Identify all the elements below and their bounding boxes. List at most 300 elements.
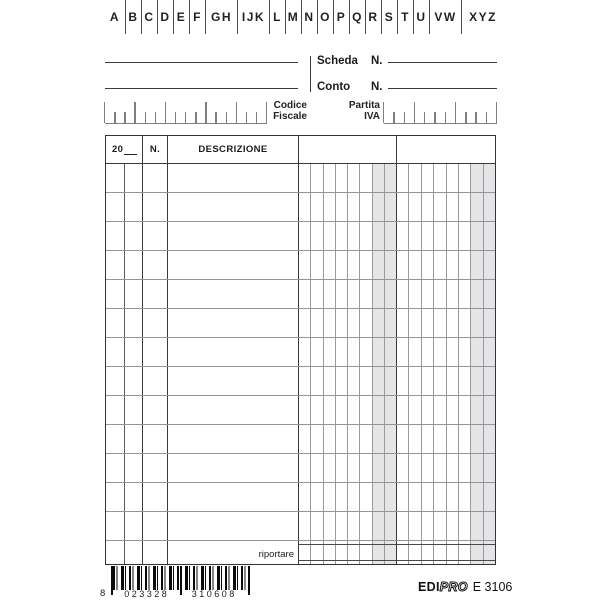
amount-subcell: [397, 193, 408, 221]
amount-subcell: [397, 222, 408, 250]
conto-n-label: N.: [371, 81, 383, 93]
codice-fiscale-label: [240, 100, 307, 122]
comb-tick: [215, 112, 216, 123]
amount-subcell: [299, 512, 310, 540]
amount-subcell: [310, 251, 322, 279]
amount-subcell: [347, 483, 359, 511]
amount-subcell-decimals: [483, 338, 495, 366]
alphabet-tab-n: N: [302, 0, 318, 34]
amount-subcell: [310, 164, 322, 192]
amount-subcell-decimals: [384, 338, 396, 366]
comb-tick: [475, 112, 476, 123]
alphabet-tab-b: B: [126, 0, 142, 34]
amount-subcell-decimals: [470, 483, 482, 511]
date-cell: [106, 367, 143, 395]
amount-subcell: [335, 396, 347, 424]
amount-cell: [397, 280, 495, 308]
scheda-label: Scheda: [317, 55, 358, 67]
amount-subcell: [359, 541, 371, 564]
barcode: [100, 566, 250, 599]
scheda-n-label: N.: [371, 55, 383, 67]
amount-subcell: [299, 280, 310, 308]
amount-subcell-decimals: [483, 193, 495, 221]
amount-subcell: [397, 280, 408, 308]
date-cell: [106, 483, 143, 511]
amount-subcell: [359, 193, 371, 221]
description-cell: [168, 425, 299, 453]
barcode-guard-right: [248, 566, 250, 595]
amount-subcell: [408, 193, 420, 221]
amount-subcell: [310, 396, 322, 424]
amount-subcell: [446, 338, 458, 366]
comb-tick: [134, 102, 135, 123]
amount-subcell: [323, 164, 335, 192]
amount-subcell: [310, 222, 322, 250]
description-cell: [168, 222, 299, 250]
amount-subcell-decimals: [384, 425, 396, 453]
amount-subcell: [446, 193, 458, 221]
description-cell: [168, 280, 299, 308]
amount-subcell-decimals: [372, 280, 384, 308]
amount-subcell: [458, 251, 470, 279]
description-column-header: [168, 136, 299, 163]
amount-subcell-decimals: [470, 309, 482, 337]
amount-subcell: [347, 164, 359, 192]
amount-subcell: [433, 425, 445, 453]
amount-subcell: [408, 396, 420, 424]
amount-subcell-decimals: [372, 251, 384, 279]
amount-subcell: [323, 367, 335, 395]
amount-subcell-decimals: [470, 280, 482, 308]
amount-subcell: [408, 309, 420, 337]
number-cell: [143, 541, 168, 564]
amount-cell: [397, 193, 495, 221]
comb-tick: [404, 112, 405, 123]
table-row: [106, 367, 495, 396]
alphabet-tab-c: C: [142, 0, 158, 34]
amount-cell: [397, 251, 495, 279]
amount-subcell: [347, 512, 359, 540]
amount-subcell: [458, 541, 470, 564]
amount-subcell-decimals: [384, 280, 396, 308]
amount-subcell: [446, 512, 458, 540]
year-column-header: [106, 136, 143, 163]
amount-subcell: [299, 338, 310, 366]
amount-subcell: [433, 541, 445, 564]
amount-subcell: [397, 512, 408, 540]
amount-subcell-decimals: [483, 222, 495, 250]
amount-subcell-decimals: [372, 454, 384, 482]
amount-subcell: [446, 251, 458, 279]
amount-subcell-decimals: [384, 222, 396, 250]
amount-subcell: [433, 338, 445, 366]
amount-subcell: [408, 222, 420, 250]
amount-subcell: [433, 251, 445, 279]
amount-subcell: [397, 164, 408, 192]
amount-cell: [397, 164, 495, 192]
amount-subcell: [359, 164, 371, 192]
amount-subcell: [421, 396, 433, 424]
amount-cell: [299, 222, 397, 250]
comb-tick: [124, 112, 125, 123]
amount-column-1-header: [299, 136, 397, 163]
amount-subcell: [299, 193, 310, 221]
amount-subcell: [433, 512, 445, 540]
comb-tick: [414, 102, 415, 123]
amount-subcell-decimals: [470, 541, 482, 564]
amount-subcell: [359, 309, 371, 337]
amount-subcell-decimals: [372, 396, 384, 424]
bracket-line: [310, 56, 311, 92]
amount-subcell: [310, 425, 322, 453]
table-row: [106, 164, 495, 193]
alphabet-tab-a: A: [105, 0, 126, 34]
amount-subcell: [335, 280, 347, 308]
amount-subcell: [323, 222, 335, 250]
amount-cell: [397, 396, 495, 424]
date-cell: [106, 309, 143, 337]
date-cell: [106, 222, 143, 250]
amount-subcell: [347, 396, 359, 424]
amount-cell: [397, 222, 495, 250]
amount-subcell-decimals: [384, 454, 396, 482]
amount-subcell: [408, 454, 420, 482]
number-cell: [143, 280, 168, 308]
amount-subcell-decimals: [470, 222, 482, 250]
amount-subcell-decimals: [483, 367, 495, 395]
amount-subcell: [335, 483, 347, 511]
comb-tick: [104, 102, 105, 123]
amount-subcell: [421, 367, 433, 395]
amount-subcell: [421, 338, 433, 366]
amount-cell: [397, 425, 495, 453]
description-cell: [168, 512, 299, 540]
amount-subcell: [433, 396, 445, 424]
amount-subcell-decimals: [384, 309, 396, 337]
name-line-2: [105, 88, 298, 89]
number-cell: [143, 222, 168, 250]
table-row: [106, 512, 495, 541]
amount-subcell: [359, 338, 371, 366]
amount-subcell-decimals: [372, 338, 384, 366]
table-row: [106, 280, 495, 309]
amount-subcell: [335, 251, 347, 279]
amount-subcell: [446, 396, 458, 424]
codice-label-line2: Fiscale: [273, 111, 307, 122]
amount-subcell: [408, 338, 420, 366]
amount-cell: [299, 251, 397, 279]
alphabet-tab-m: M: [286, 0, 302, 34]
amount-cell: [397, 541, 495, 564]
amount-subcell: [421, 309, 433, 337]
comb-tick: [424, 112, 425, 123]
number-cell: [143, 338, 168, 366]
iva-label-line1: Partita: [348, 100, 380, 111]
amount-cell: [299, 541, 397, 564]
number-header-label: N.: [149, 144, 161, 155]
number-cell: [143, 367, 168, 395]
amount-subcell-decimals: [384, 164, 396, 192]
amount-subcell: [421, 541, 433, 564]
amount-subcell: [421, 454, 433, 482]
amount-subcell-decimals: [483, 454, 495, 482]
amount-subcell: [458, 483, 470, 511]
amount-subcell: [421, 222, 433, 250]
amount-subcell-decimals: [483, 164, 495, 192]
amount-subcell: [323, 309, 335, 337]
amount-subcell: [397, 367, 408, 395]
amount-subcell-decimals: [384, 367, 396, 395]
amount-cell: [299, 396, 397, 424]
amount-cell: [299, 164, 397, 192]
amount-cell: [299, 338, 397, 366]
description-cell: [168, 483, 299, 511]
amount-subcell: [299, 454, 310, 482]
amount-subcell: [458, 512, 470, 540]
amount-subcell-decimals: [384, 193, 396, 221]
table-row: [106, 425, 495, 454]
amount-subcell: [359, 454, 371, 482]
table-row: [106, 222, 495, 251]
alphabet-tab-d: D: [158, 0, 174, 34]
amount-subcell: [310, 193, 322, 221]
amount-subcell: [347, 338, 359, 366]
amount-subcell-decimals: [483, 425, 495, 453]
amount-subcell: [310, 280, 322, 308]
comb-tick: [383, 102, 384, 123]
partita-iva-comb: [384, 101, 497, 124]
amount-subcell: [421, 164, 433, 192]
amount-subcell: [335, 309, 347, 337]
amount-subcell: [433, 454, 445, 482]
amount-subcell: [359, 396, 371, 424]
amount-subcell: [359, 512, 371, 540]
alphabet-tab-gh: GH: [206, 0, 238, 34]
amount-subcell: [310, 483, 322, 511]
amount-subcell: [408, 367, 420, 395]
amount-subcell: [299, 309, 310, 337]
amount-subcell: [299, 222, 310, 250]
amount-cell: [397, 454, 495, 482]
number-cell: [143, 454, 168, 482]
amount-subcell: [310, 309, 322, 337]
description-cell: [168, 454, 299, 482]
amount-subcell: [397, 251, 408, 279]
amount-subcell: [408, 251, 420, 279]
number-cell: [143, 396, 168, 424]
amount-subcell: [323, 512, 335, 540]
amount-subcell-decimals: [372, 164, 384, 192]
amount-cell: [397, 338, 495, 366]
description-cell: [168, 309, 299, 337]
amount-cell: [397, 483, 495, 511]
amount-subcell: [397, 396, 408, 424]
comb-tick: [455, 102, 456, 123]
amount-subcell: [446, 222, 458, 250]
amount-cell: [299, 309, 397, 337]
comb-tick: [155, 112, 156, 123]
codice-label-line1: Codice: [273, 100, 307, 111]
amount-subcell: [397, 541, 408, 564]
amount-subcell: [299, 541, 310, 564]
amount-subcell: [347, 222, 359, 250]
amount-subcell: [408, 512, 420, 540]
amount-subcell: [310, 512, 322, 540]
date-cell: [106, 193, 143, 221]
amount-subcell: [359, 483, 371, 511]
amount-subcell: [408, 280, 420, 308]
amount-subcell-decimals: [470, 425, 482, 453]
amount-cell: [299, 454, 397, 482]
barcode-digits-group1: 023328: [124, 589, 170, 599]
amount-subcell: [458, 309, 470, 337]
amount-subcell-decimals: [372, 193, 384, 221]
comb-tick: [434, 112, 435, 123]
number-cell: [143, 512, 168, 540]
number-column-header: [143, 136, 168, 163]
amount-subcell: [299, 396, 310, 424]
amount-subcell: [433, 280, 445, 308]
amount-subcell: [323, 483, 335, 511]
amount-subcell: [299, 367, 310, 395]
amount-subcell-decimals: [483, 251, 495, 279]
amount-subcell: [397, 309, 408, 337]
amount-subcell-decimals: [470, 338, 482, 366]
amount-subcell: [347, 251, 359, 279]
alphabet-tab-ijk: IJK: [238, 0, 270, 34]
amount-subcell: [347, 425, 359, 453]
alphabet-tab-u: U: [414, 0, 430, 34]
alphabet-tab-vw: VW: [430, 0, 462, 34]
amount-subcell: [458, 367, 470, 395]
comb-tick: [236, 102, 237, 123]
brand-edi: EDI: [418, 580, 440, 594]
amount-subcell-decimals: [483, 309, 495, 337]
amount-subcell: [408, 483, 420, 511]
amount-subcell: [397, 483, 408, 511]
amount-subcell: [458, 425, 470, 453]
name-line-1: [105, 62, 298, 63]
description-cell: [168, 367, 299, 395]
date-cell: [106, 338, 143, 366]
amount-subcell: [408, 164, 420, 192]
amount-subcell: [335, 367, 347, 395]
product-code: E 3106: [472, 580, 513, 594]
riportare-label: riportare: [258, 549, 294, 560]
amount-subcell: [323, 454, 335, 482]
alphabet-tab-r: R: [366, 0, 382, 34]
amount-subcell: [446, 309, 458, 337]
table-row: [106, 454, 495, 483]
amount-subcell-decimals: [470, 367, 482, 395]
amount-subcell: [458, 280, 470, 308]
amount-subcell: [433, 222, 445, 250]
amount-subcell-decimals: [470, 454, 482, 482]
amount-subcell-decimals: [470, 396, 482, 424]
amount-column-2-header: [397, 136, 495, 163]
conto-number-line: [388, 88, 497, 89]
amount-subcell: [299, 483, 310, 511]
date-cell: [106, 164, 143, 192]
table-header-row: [106, 136, 495, 164]
description-cell: [168, 541, 299, 564]
amount-subcell: [433, 483, 445, 511]
amount-subcell: [408, 541, 420, 564]
amount-subcell: [458, 222, 470, 250]
amount-subcell-decimals: [470, 164, 482, 192]
number-cell: [143, 164, 168, 192]
brand-pro: PRO: [439, 580, 468, 594]
number-cell: [143, 193, 168, 221]
amount-subcell: [335, 512, 347, 540]
amount-subcell: [347, 280, 359, 308]
amount-subcell: [458, 338, 470, 366]
amount-subcell: [446, 541, 458, 564]
amount-subcell-decimals: [483, 483, 495, 511]
amount-subcell: [446, 367, 458, 395]
table-row: [106, 251, 495, 280]
amount-subcell: [421, 251, 433, 279]
alphabet-tab-f: F: [190, 0, 206, 34]
amount-subcell: [446, 483, 458, 511]
amount-subcell: [347, 454, 359, 482]
amount-subcell-decimals: [384, 512, 396, 540]
alphabet-tab-e: E: [174, 0, 190, 34]
carryover-row: [106, 541, 495, 564]
amount-subcell: [397, 454, 408, 482]
amount-subcell: [299, 251, 310, 279]
description-header-label: DESCRIZIONE: [198, 144, 268, 155]
year-prefix: 20: [112, 144, 124, 155]
alphabet-tab-s: S: [382, 0, 398, 34]
amount-subcell: [310, 338, 322, 366]
alphabet-tab-xyz: XYZ: [469, 10, 497, 24]
date-cell: [106, 425, 143, 453]
amount-subcell: [347, 367, 359, 395]
amount-cell: [397, 309, 495, 337]
description-cell: [168, 193, 299, 221]
amount-subcell: [323, 396, 335, 424]
barcode-digits-group2: 310608: [191, 589, 237, 599]
amount-cell: [299, 280, 397, 308]
amount-cell: [299, 367, 397, 395]
amount-subcell: [323, 193, 335, 221]
barcode-prefix-digit: 8: [100, 588, 106, 599]
date-cell: [106, 541, 143, 564]
alphabet-tab-p: P: [334, 0, 350, 34]
iva-label-line2: IVA: [364, 111, 380, 122]
amount-subcell-decimals: [483, 396, 495, 424]
comb-tick: [145, 112, 146, 123]
amount-subcell-decimals: [470, 193, 482, 221]
amount-subcell: [458, 193, 470, 221]
amount-subcell: [347, 309, 359, 337]
amount-cell: [299, 425, 397, 453]
comb-tick: [205, 102, 206, 123]
amount-subcell: [359, 367, 371, 395]
comb-tick: [165, 102, 166, 123]
amount-subcell: [335, 222, 347, 250]
date-cell: [106, 454, 143, 482]
number-cell: [143, 309, 168, 337]
barcode-bars: [111, 566, 250, 599]
table-row: [106, 309, 495, 338]
amount-subcell-decimals: [372, 367, 384, 395]
date-cell: [106, 512, 143, 540]
amount-subcell-decimals: [372, 309, 384, 337]
alphabet-index: [105, 0, 504, 34]
number-cell: [143, 425, 168, 453]
